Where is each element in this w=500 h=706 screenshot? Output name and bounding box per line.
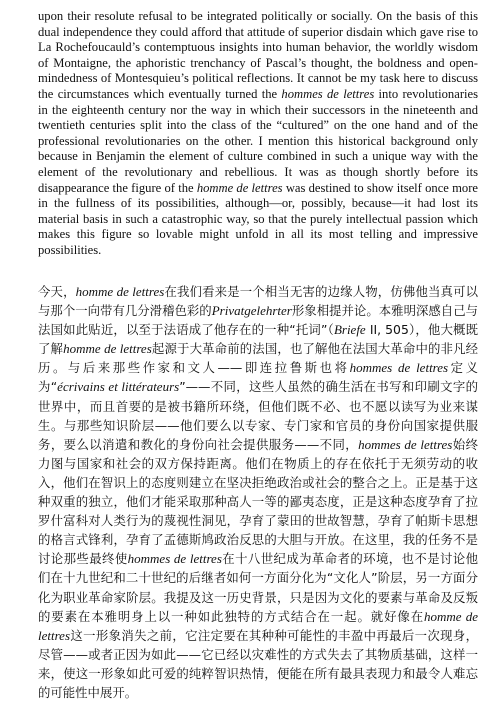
chinese-italic-4: homme de lettres	[63, 341, 152, 357]
chinese-italic-9: homme de lettres	[38, 608, 479, 643]
english-text-1: upon their resolute refusal to be integrated politically or socially. On the basis of this dual independence they could afford that attitude of superior disdain which gave rise to La Rochefoucauld’s contemptuous insights into human behavior, the worldly wisdom of Montaigne, the aphoristic trenchancy of Pascal’s thought, the boldness and open-mindedness of Montesquieu’s political reflections. It cannot be my task here to discuss the circumstances which eventually turned the	[38, 9, 478, 101]
chinese-text-1: 今天，	[38, 284, 76, 299]
chinese-text-5: 起源于大革命前的法国，也了解他在法国大革命中的非凡经历。与后来那些作家和文人——即连拉鲁斯也将	[38, 341, 479, 376]
chinese-italic-7: hommes de lettres	[358, 436, 453, 452]
english-italic-homme-de-lettres: homme de lettres	[196, 180, 283, 195]
chinese-italic-1: homme de lettres	[75, 284, 165, 299]
chinese-text-4: II, 505），他大概既了解	[38, 322, 478, 357]
chinese-text-6: 定义为“	[38, 360, 479, 395]
english-text-3: was destined to show itself once more in the fullness of its possibilities, although—or, possibly, because—it had lost its material basis in such a catastrophic way, so that the purely intellectual passion which makes this figure so lovable might unfold in all its most telling and impressive possibilities.	[38, 180, 478, 257]
chinese-italic-2: Privatgelehrter	[211, 303, 292, 319]
chinese-italic-5: hommes de lettres	[349, 360, 449, 376]
chinese-paragraph	[38, 282, 478, 702]
chinese-italic-8: hommes de lettres	[127, 551, 222, 567]
chinese-text-8: 始终力图与国家和社会的双方保持距离。他们在物质上的存在依托于无须劳动的收入，他们在智识上的态度则建立在坚决拒绝政治或社会的整合之上。正是基于这种双重的独立，他们才能采取那种高人一等的鄙夷态度，正是这种态度孕育了拉罗什富科对人类行为的蔑视性洞见，孕育了蒙田的世故智慧，孕育了帕斯卡思想的格言式锋利，孕育了孟德斯鸠政治反思的大胆与开放。在这里，我的任务不是讨论那些最终使	[38, 436, 479, 567]
chinese-italic-3: Briefe	[333, 322, 366, 338]
chinese-text-3: 形象相提并论。本雅明深感自己与法国如此贴近，以至于法语成了他存在的一种“托词”（	[38, 303, 479, 338]
chinese-italic-6: écrivains et littérateurs	[57, 379, 180, 395]
english-italic-hommes-de-lettres: hommes de lettres	[281, 86, 375, 101]
english-paragraph	[38, 9, 478, 259]
chinese-text-7: ”——不同，这些人虽然的确生活在书写和印刷文字的世界中，而且首要的是被书籍所环绕，但他们既不必、也不愿以读写为业来谋生。与那些知识阶层——他们要么以专家、专门家和官员的身份向国家提供服务，要么以消遣和教化的身份向社会提供服务——不同，	[38, 379, 479, 452]
english-text-2: into revolutionaries in the eighteenth century nor the way in which their successors in the nineteenth and twentieth centuries split into the class of the “cultured” on the one hand and of the professional revolutionaries on the other. I mention this historical background only because in Benjamin the element of culture combined in such a unique way with the element of the revolutionary and rebellious. It was as though shortly before its disappearance the figure of the	[38, 86, 478, 195]
chinese-text-9: 在十八世纪成为革命者的环境，也不是讨论他们在十九世纪和二十世纪的后继者如何一方面分化为“文化人”阶层，另一方面分化为职业革命家阶层。我提及这一历史背景，只是因为文化的要素与革命及反叛的要素在本雅明身上以一种如此独特的方式结合在一起。就好像在	[38, 551, 479, 624]
chinese-text-10: 这一形象消失之前，它注定要在其种种可能性的丰盈中再最后一次现身，尽管——或者正因为如此——它已经以灾难性的方式失去了其物质基础，这样一来，使这一形象如此可爱的纯粹智识热情，便能在所有最具表现力和最令人难忘的可能性中展开。	[38, 627, 478, 700]
chinese-text-2: 在我们看来是一个相当无害的边缘人物，仿佛他当真可以与那个一向带有几分滑稽色彩的	[38, 284, 479, 319]
